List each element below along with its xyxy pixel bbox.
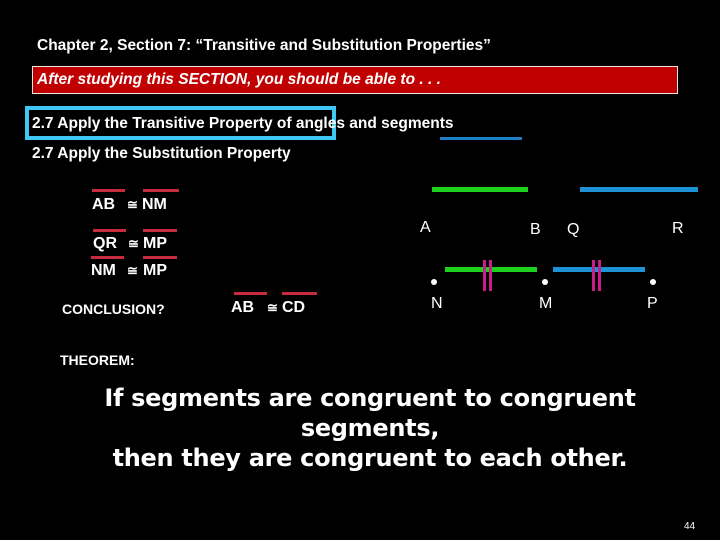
label-a: A	[420, 219, 431, 236]
seg-qr: QR	[93, 235, 117, 252]
conclusion-label: CONCLUSION?	[62, 301, 165, 317]
seg-ab: AB	[92, 196, 116, 213]
theorem-label: THEOREM:	[60, 352, 135, 368]
seg-mp: MP	[143, 262, 167, 279]
congruent-symbol: ≅	[127, 263, 138, 278]
segment-ab-green	[432, 187, 528, 192]
label-n: N	[431, 295, 443, 312]
point-n	[431, 279, 437, 285]
banner-text: After studying this SECTION, you should be able to . . .	[37, 71, 441, 88]
tick-mark	[592, 260, 595, 291]
point-m	[542, 279, 548, 285]
label-q: Q	[567, 221, 580, 238]
theorem-statement	[40, 383, 700, 473]
label-p: P	[647, 295, 658, 312]
tick-mark	[598, 260, 601, 291]
page-title: Chapter 2, Section 7: “Transitive and Substitution Properties”	[37, 37, 491, 54]
congruent-symbol: ≅	[267, 300, 278, 315]
seg-nm: NM	[91, 262, 116, 279]
congruent-symbol: ≅	[127, 197, 138, 212]
theorem-line-2: then they are congruent to each other.	[112, 444, 628, 472]
tick-mark	[483, 260, 486, 291]
seg-cd: CD	[282, 299, 306, 316]
congruent-symbol: ≅	[128, 236, 139, 251]
label-r: R	[672, 220, 684, 237]
seg-mp: MP	[143, 235, 167, 252]
tick-mark	[489, 260, 492, 291]
segment-qr-blue	[580, 187, 698, 192]
seg-nm: NM	[142, 196, 167, 213]
label-m: M	[539, 295, 553, 312]
theorem-line-1: If segments are congruent to congruent segments,	[104, 384, 636, 442]
seg-ab: AB	[231, 299, 255, 316]
point-p	[650, 279, 656, 285]
page-number: 44	[684, 521, 696, 532]
objective-2: 2.7 Apply the Substitution Property	[32, 145, 291, 162]
objective-1: 2.7 Apply the Transitive Property of angles and segments	[32, 115, 454, 132]
label-b: B	[530, 221, 541, 238]
